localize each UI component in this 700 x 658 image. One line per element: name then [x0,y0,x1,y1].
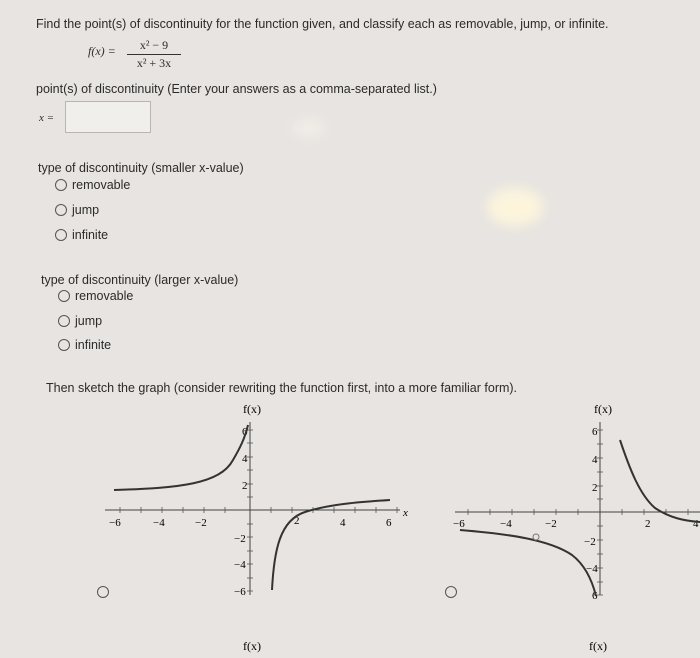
numerator: x² − 9 [139,38,169,52]
larger-removable-label: removable [75,289,134,303]
graph1-ytick-6: 6 [242,426,248,438]
graph2-y-label-top: f(x) [594,402,612,416]
graph2-ytick-neg2: −2 [584,536,596,548]
graph1-xtick-6: 6 [386,517,392,529]
function-lhs: f(x) = [88,44,116,58]
sketch-instruction: Then sketch the graph (consider rewriting the function first, into a more familiar form). [46,381,518,395]
larger-jump-label: jump [75,314,103,328]
larger-removable-radio[interactable] [58,290,70,302]
graph1-right-branch [272,500,390,590]
function-fraction [127,38,181,71]
discontinuity-answer-input[interactable] [65,101,151,133]
photo-glare [487,188,543,226]
denominator: x² + 3x [136,56,172,70]
graph-choice-1 [100,400,420,655]
graph2-xtick-neg2: −2 [545,518,557,530]
larger-infinite-radio[interactable] [58,339,70,351]
graph1-left-branch [114,425,248,490]
graph1-xtick-2: 2 [294,515,300,527]
graph2-xtick-neg4: −4 [500,518,512,530]
graph2-ytick-2: 2 [592,482,598,494]
smaller-removable-radio[interactable] [55,179,67,191]
graph2-left-branch [460,530,596,596]
graph1-x-label: x [403,507,408,519]
larger-infinite-label: infinite [75,338,112,352]
type-smaller-label: type of discontinuity (smaller x-value) [38,161,244,175]
graph1-xtick-neg4: −4 [153,517,165,529]
graph1-ytick-neg6: −6 [234,586,246,598]
larger-jump-radio[interactable] [58,315,70,327]
x-equals-label: x = [39,112,55,124]
smaller-infinite-radio[interactable] [55,229,67,241]
graph2-xtick-2: 2 [645,518,651,530]
points-label: point(s) of discontinuity (Enter your answers as a comma-separated list.) [36,82,437,96]
graph2-ytick-6b: 6 [592,590,598,602]
graph2-ytick-6: 6 [592,426,598,438]
graph1-ytick-neg4: −4 [234,559,246,571]
question-prompt: Find the point(s) of discontinuity for the function given, and classify each as removable, jump, or infinite. [36,17,609,31]
graph2-ytick-4: 4 [592,454,598,466]
graph2-xtick-4: 4 [693,518,699,530]
graph1-y-label-bottom: f(x) [243,639,261,653]
fraction-bar [127,54,181,55]
graph-choice-2 [450,400,700,655]
graph1-xtick-neg2: −2 [195,517,207,529]
graph1-ytick-neg2: −2 [234,533,246,545]
graph2-xtick-neg6: −6 [453,518,465,530]
photo-glare-faint [292,118,326,138]
smaller-infinite-label: infinite [72,228,109,242]
graph1-ytick-4: 4 [242,453,248,465]
graph1-xtick-neg6: −6 [109,517,121,529]
smaller-jump-label: jump [72,203,100,217]
graph2-y-label-bottom: f(x) [589,639,607,653]
graph1-xtick-4: 4 [340,517,346,529]
graph1-y-label-top: f(x) [243,402,261,416]
graph1-ytick-2: 2 [242,480,248,492]
smaller-removable-label: removable [72,178,131,192]
type-larger-label: type of discontinuity (larger x-value) [41,273,239,287]
smaller-jump-radio[interactable] [55,204,67,216]
graph2-hole-marker [533,534,539,540]
graph2-ytick-neg4: −4 [586,563,598,575]
